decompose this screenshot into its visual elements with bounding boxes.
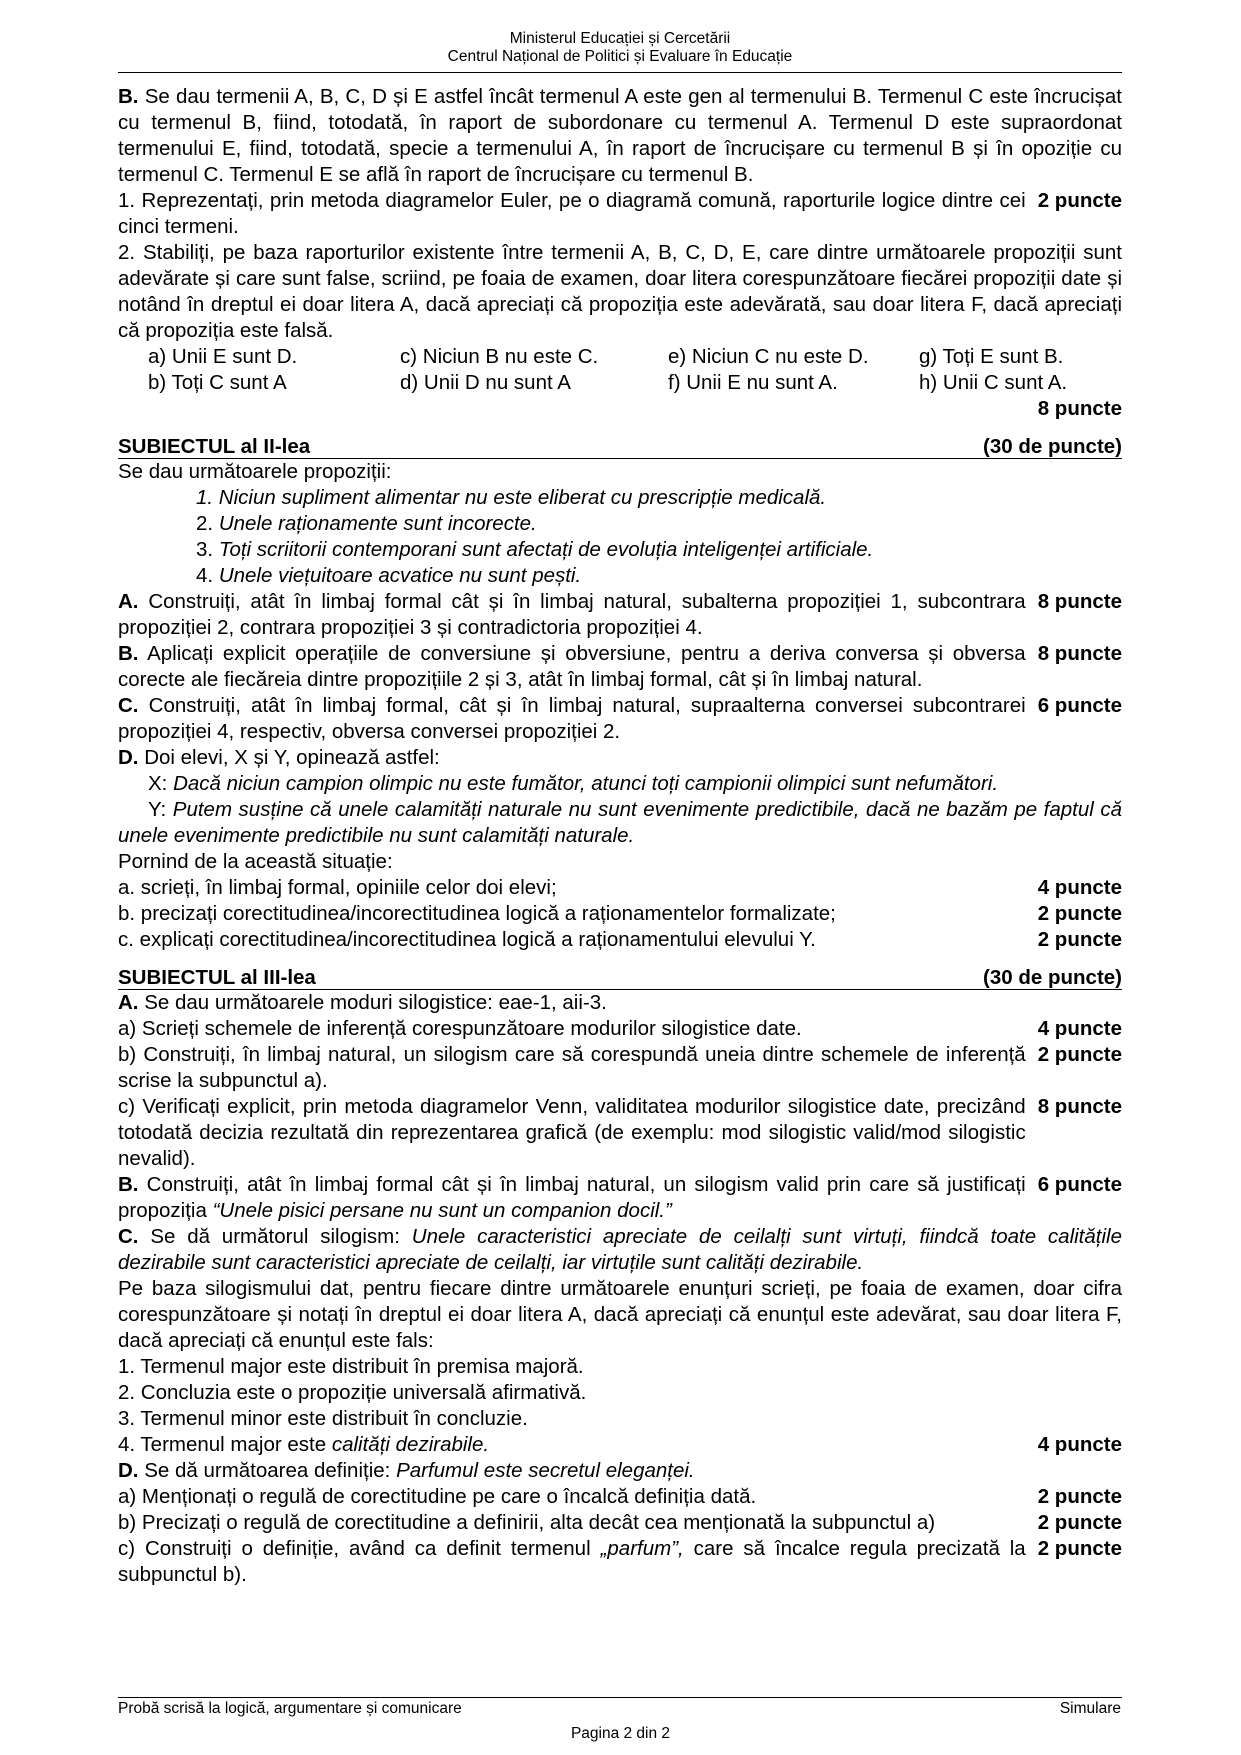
subject-3-d-b bbox=[118, 1510, 1122, 1536]
subject-3-b-text: Construiți, atât în limbaj formal cât și în limbaj natural, un silogism valid prin care să justificați propoziția bbox=[118, 1173, 1026, 1222]
subject-2-heading bbox=[118, 436, 1122, 459]
proposition-3 bbox=[118, 537, 1122, 563]
subject-3-d-c-text: c) Construiți o definiție, având ca definit termenul bbox=[118, 1537, 591, 1560]
exam-content bbox=[118, 84, 1122, 1588]
proposition-4-text: Unele viețuitoare acvatice nu sunt pești. bbox=[218, 564, 582, 587]
subject-3-c-text: Se dă următorul silogism: bbox=[150, 1225, 400, 1248]
subject-3-b-quote: “Unele pisici persane nu sunt un companion docil.” bbox=[212, 1199, 672, 1222]
subject-2-d-b-points: 2 puncte bbox=[1037, 902, 1122, 925]
subject-3-d-b-points: 2 puncte bbox=[1037, 1511, 1122, 1534]
subject-2-pornind: Pornind de la această situație: bbox=[118, 850, 393, 873]
footer-exam-name: Probă scrisă la logică, argumentare și comunicare bbox=[118, 1700, 462, 1717]
subject-3-heading bbox=[118, 967, 1122, 990]
statement-3: 3. Termenul minor este distribuit în concluzie. bbox=[118, 1407, 528, 1430]
option-e: e) Niciun C nu este D. bbox=[668, 345, 869, 368]
subject-2-d-label: D. bbox=[118, 746, 139, 769]
footer-session: Simulare bbox=[1059, 1700, 1121, 1717]
subject-3-a-a bbox=[118, 1016, 1122, 1042]
subject-2-d-a-points: 4 puncte bbox=[1037, 876, 1122, 899]
part-b-options bbox=[118, 344, 1122, 396]
subject-2-points: (30 de puncte) bbox=[983, 435, 1122, 458]
subject-3-a-c-text: c) Verificați explicit, prin metoda diagramelor Venn, validitatea modurilor silogistice date, precizând totodată decizia rezultată din reprezentarea grafică (de exemplu: mod silogistic valid/mod silogistic nevalid). bbox=[118, 1095, 1026, 1170]
proposition-4-number: 4. bbox=[196, 564, 214, 587]
subject-2-a-points: 8 puncte bbox=[1037, 590, 1122, 613]
subject-3-a-c-points: 8 puncte bbox=[1037, 1095, 1122, 1118]
subject-3-b bbox=[118, 1172, 1122, 1224]
subject-3-c-label: C. bbox=[118, 1225, 139, 1248]
student-x-label: X: bbox=[148, 772, 168, 795]
subject-2-a-label: A. bbox=[118, 590, 139, 613]
subject-3-d bbox=[118, 1458, 1122, 1484]
option-f: f) Unii E nu sunt A. bbox=[668, 371, 838, 394]
header-rule bbox=[118, 72, 1122, 73]
subject-3-d-c-rest: care să încalce regula precizată la subpunctul b). bbox=[118, 1537, 1026, 1586]
part-b-label: B. bbox=[118, 85, 139, 108]
subject-3-c-syllogism: Unele caracteristici apreciate de ceilalți sunt virtuți, fiindcă toate calitățile dezirabile sunt caracteristici apreciate de ceilalți, iar virtuțile sunt calități dezirabile. bbox=[118, 1225, 1122, 1274]
option-h: h) Unii C sunt A. bbox=[919, 371, 1068, 394]
proposition-2 bbox=[118, 511, 1122, 537]
proposition-3-text: Toți scriitorii contemporani sunt afectați de evoluția inteligenței artificiale. bbox=[218, 538, 874, 561]
part-b-q2-points: 8 puncte bbox=[1037, 397, 1122, 420]
part-b-q2-text: 2. Stabiliți, pe baza raporturilor existente între termenii A, B, C, D, E, care dintre următoarele propoziții sunt adevărate și care sunt false, scriind, pe foaia de examen, doar litera corespunzătoare fiecărei propoziții date și notând în dreptul ei doar litera A, dacă apreciați că propoziția este adevărată, sau doar litera F, dacă apreciați că propoziția este falsă. bbox=[118, 241, 1122, 342]
subject-3-d-label: D. bbox=[118, 1459, 139, 1482]
subject-3-points: (30 de puncte) bbox=[983, 966, 1122, 989]
subject-3-d-c-term: „parfum”, bbox=[600, 1537, 684, 1560]
subject-2-intro: Se dau următoarele propoziții: bbox=[118, 460, 392, 483]
subject-3-a-label: A. bbox=[118, 991, 139, 1014]
subject-3-b-label: B. bbox=[118, 1173, 139, 1196]
subject-3-c-instructions: Pe baza silogismului dat, pentru fiecare dintre următoarele enunțuri scrieți, pe foaia de examen, doar cifra corespunzătoare și notați în dreptul ei doar litera A, dacă apreciați că enunțul este adevărat, sau doar litera F, dacă apreciați că enunțul este fals: bbox=[118, 1277, 1122, 1352]
subject-2-b-points: 8 puncte bbox=[1037, 642, 1122, 665]
subject-2-d-c-points: 2 puncte bbox=[1037, 928, 1122, 951]
subject-3-d-c bbox=[118, 1536, 1122, 1588]
proposition-3-number: 3. bbox=[196, 538, 214, 561]
subject-2-b bbox=[118, 641, 1122, 693]
option-d: d) Unii D nu sunt A bbox=[400, 371, 571, 394]
page-header bbox=[118, 30, 1122, 66]
student-y-label: Y: bbox=[148, 798, 167, 821]
subject-2-a-text: Construiți, atât în limbaj formal cât și în limbaj natural, subalterna propoziției 1, subcontrara propoziției 2, contrara propoziției 3 și contradictoria propoziției 4. bbox=[118, 590, 1026, 639]
footer-rule bbox=[118, 1697, 1122, 1698]
subject-3-d-b-text: b) Precizați o regulă de corectitudine a definirii, alta decât cea menționată la subpunctul a) bbox=[118, 1511, 936, 1534]
header-center: Centrul Național de Politici și Evaluare în Educație bbox=[447, 48, 793, 65]
statement-2: 2. Concluzia este o propoziție universală afirmativă. bbox=[118, 1381, 587, 1404]
part-b-statement bbox=[118, 84, 1122, 188]
subject-2-c-label: C. bbox=[118, 694, 139, 717]
option-g: g) Toți E sunt B. bbox=[919, 345, 1064, 368]
part-b-q1-points: 2 puncte bbox=[1037, 189, 1122, 212]
subject-2-d-text: Doi elevi, X și Y, opinează astfel: bbox=[144, 746, 440, 769]
statement-4-text: 4. Termenul major este bbox=[118, 1433, 327, 1456]
option-c: c) Niciun B nu este C. bbox=[400, 345, 599, 368]
subject-2-title: SUBIECTUL al II-lea bbox=[118, 435, 311, 458]
option-a: a) Unii E sunt D. bbox=[148, 345, 298, 368]
part-b-q1 bbox=[118, 188, 1122, 240]
subject-2-d bbox=[118, 745, 1122, 771]
subject-2-c-text: Construiți, atât în limbaj formal, cât și în limbaj natural, supraalterna conversei subcontrarei propoziției 4, respectiv, obversa conversei propoziției 2. bbox=[118, 694, 1026, 743]
subject-3-a-a-text: a) Scrieți schemele de inferență corespunzătoare modurilor silogistice date. bbox=[118, 1017, 802, 1040]
subject-2-d-a bbox=[118, 875, 1122, 901]
proposition-2-text: Unele raționamente sunt incorecte. bbox=[218, 512, 537, 535]
subject-2-d-c-text: c. explicați corectitudinea/incorectitudinea logică a raționamentului elevului Y. bbox=[118, 928, 816, 951]
statement-1: 1. Termenul major este distribuit în premisa majoră. bbox=[118, 1355, 584, 1378]
subject-2-a bbox=[118, 589, 1122, 641]
subject-2-b-label: B. bbox=[118, 642, 139, 665]
subject-3-a-c bbox=[118, 1094, 1122, 1172]
statement-4 bbox=[118, 1432, 1122, 1458]
student-y-text: Putem susține că unele calamități naturale nu sunt evenimente predictibile, dacă ne bazăm pe faptul că unele evenimente predictibile nu sunt calamități naturale. bbox=[118, 798, 1122, 847]
subject-3-a bbox=[118, 990, 1122, 1016]
subject-3-d-text: Se dă următoarea definiție: bbox=[144, 1459, 391, 1482]
subject-3-a-a-points: 4 puncte bbox=[1037, 1017, 1122, 1040]
proposition-1: 1. Niciun supliment alimentar nu este eliberat cu prescripție medicală. bbox=[196, 486, 827, 509]
subject-3-b-points: 6 puncte bbox=[1037, 1173, 1122, 1196]
subject-3-d-a-text: a) Menționați o regulă de corectitudine pe care o încalcă definiția dată. bbox=[118, 1485, 757, 1508]
option-b: b) Toți C sunt A bbox=[148, 371, 287, 394]
subject-3-a-b-text: b) Construiți, în limbaj natural, un silogism care să corespundă uneia dintre schemele de inferență scrise la subpunctul a). bbox=[118, 1043, 1026, 1092]
header-ministry: Ministerul Educației și Cercetării bbox=[509, 30, 731, 47]
subject-3-d-definition: Parfumul este secretul eleganței. bbox=[396, 1459, 695, 1482]
subject-2-d-b bbox=[118, 901, 1122, 927]
subject-3-c bbox=[118, 1224, 1122, 1276]
subject-3-d-c-points: 2 puncte bbox=[1037, 1537, 1122, 1560]
subject-3-c-points: 4 puncte bbox=[1037, 1433, 1122, 1456]
student-x-opinion bbox=[118, 771, 1122, 797]
student-x-text: Dacă niciun campion olimpic nu este fumător, atunci toți campionii olimpici sunt nefumători. bbox=[173, 772, 999, 795]
subject-3-a-b bbox=[118, 1042, 1122, 1094]
subject-3-title: SUBIECTUL al III-lea bbox=[118, 966, 316, 989]
subject-3-d-a bbox=[118, 1484, 1122, 1510]
subject-3-a-text: Se dau următoarele moduri silogistice: eae-1, aii-3. bbox=[144, 991, 607, 1014]
subject-2-d-b-text: b. precizați corectitudinea/incorectitudinea logică a raționamentelor formalizate; bbox=[118, 902, 836, 925]
subject-2-d-c bbox=[118, 927, 1122, 953]
subject-3-a-b-points: 2 puncte bbox=[1037, 1043, 1122, 1066]
part-b-text: Se dau termenii A, B, C, D și E astfel încât termenul A este gen al termenului B. Termenul C este încrucișat cu termenul B, fiind, totodată, în raport de subordonare cu termenul A. Termenul D este supraordonat termenului E, fiind, totodată, specie a termenului A, în raport de încrucișare cu termenul B și în opoziție cu termenul C. Termenul E se află în raport de încrucișare cu termenul B. bbox=[118, 85, 1122, 186]
part-b-q1-text: 1. Reprezentați, prin metoda diagramelor Euler, pe o diagramă comună, raporturile logice dintre cei cinci termeni. bbox=[118, 189, 1026, 238]
subject-2-c bbox=[118, 693, 1122, 745]
subject-2-d-a-text: a. scrieți, în limbaj formal, opiniile celor doi elevi; bbox=[118, 876, 557, 899]
statement-4-term: calități dezirabile. bbox=[331, 1433, 490, 1456]
proposition-4 bbox=[118, 563, 1122, 589]
subject-2-b-text: Aplicați explicit operațiile de conversiune și obversiune, pentru a deriva conversa și obversa corecte ale fiecăreia dintre propozițiile 2 și 3, atât în limbaj formal, cât și în limbaj natural. bbox=[118, 642, 1026, 691]
page-number: Pagina 2 din 2 bbox=[570, 1725, 671, 1742]
proposition-2-number: 2. bbox=[196, 512, 214, 535]
student-y-opinion bbox=[118, 797, 1122, 849]
subject-2-c-points: 6 puncte bbox=[1037, 694, 1122, 717]
subject-3-d-a-points: 2 puncte bbox=[1037, 1485, 1122, 1508]
